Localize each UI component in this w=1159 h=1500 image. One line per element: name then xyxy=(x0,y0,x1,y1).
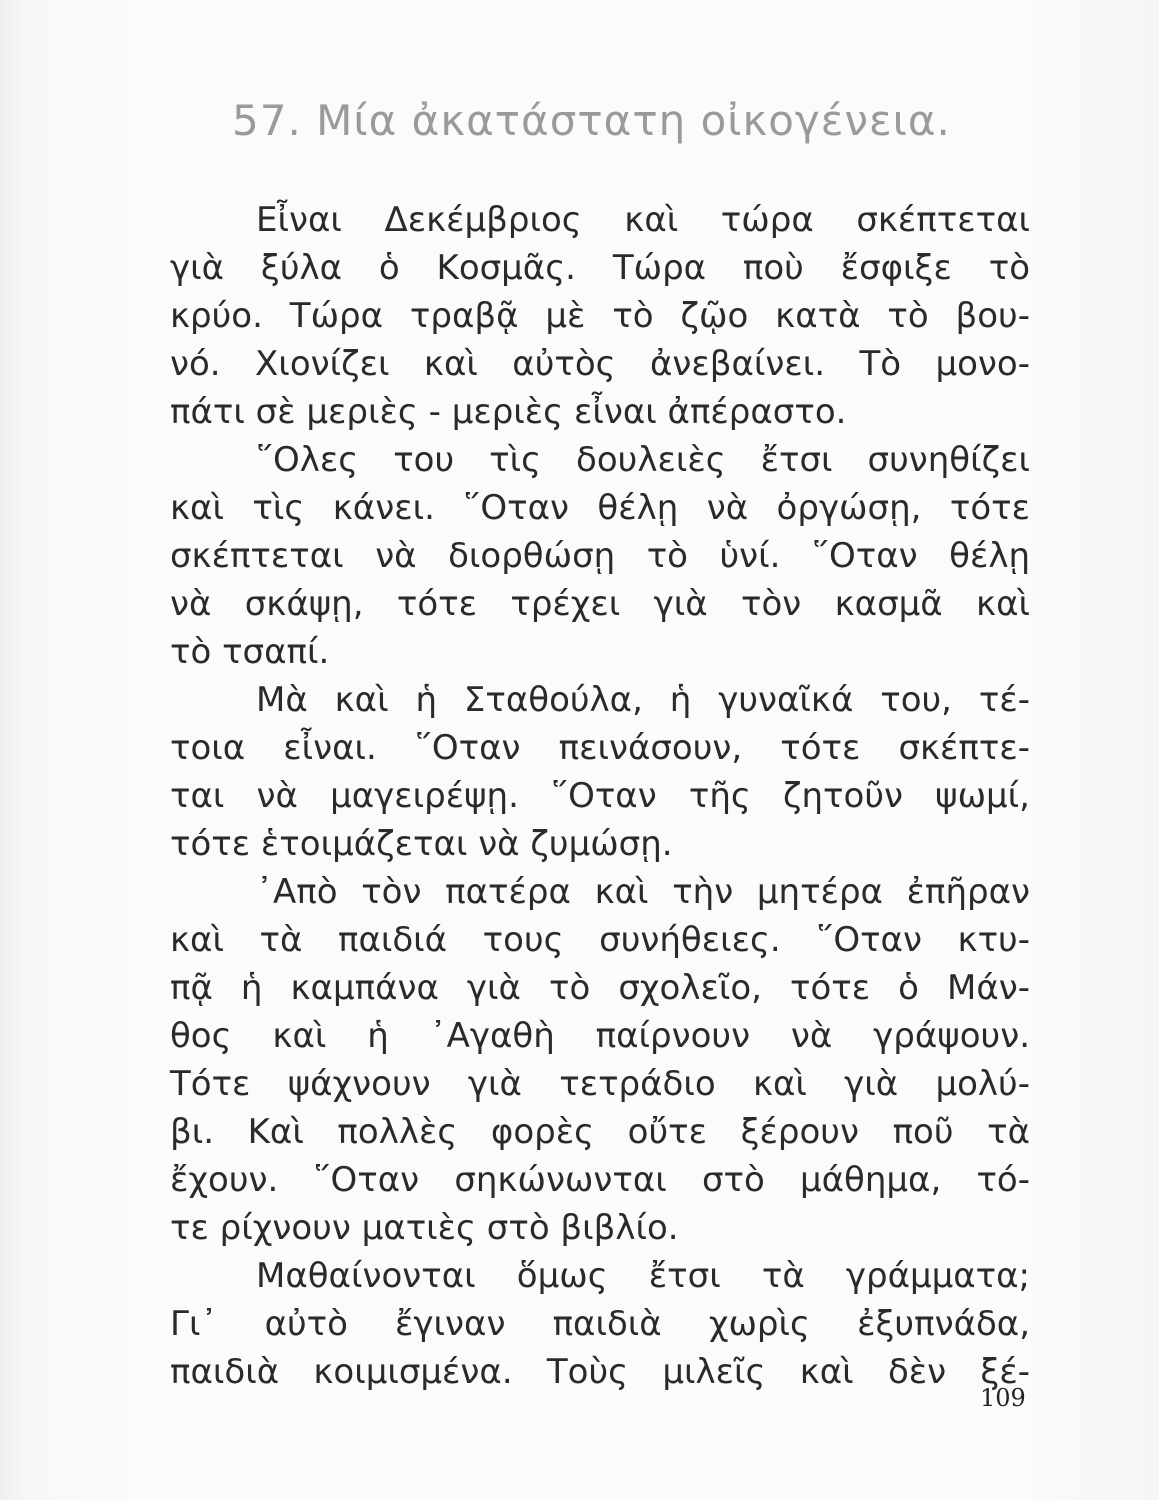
text-line: θος καὶ ἡ ᾿Αγαθὴ παίρνουν νὰ γράψουν. xyxy=(170,1016,1030,1056)
text-line: καὶ τὶς κάνει. ῞Οταν θέλῃ νὰ ὀργώσῃ, τότε xyxy=(170,488,1030,528)
text-line: ται νὰ μαγειρέψῃ. ῞Οταν τῆς ζητοῦν ψωμί, xyxy=(170,776,1030,816)
chapter-title: 57. Μία ἀκατάστατη οἰκογένεια. xyxy=(232,96,951,145)
text-line: νό. Χιονίζει καὶ αὐτὸς ἀνεβαίνει. Τὸ μονο- xyxy=(170,344,1030,384)
text-line: γιὰ ξύλα ὁ Κοσμᾶς. Τώρα ποὺ ἔσφιξε τὸ xyxy=(170,248,1030,288)
text-line: σκέπτεται νὰ διορθώσῃ τὸ ὑνί. ῞Οταν θέλῃ xyxy=(170,536,1030,576)
paragraph xyxy=(170,436,1030,676)
text-line: Γι᾿ αὐτὸ ἔγιναν παιδιὰ χωρὶς ἐξυπνάδα, xyxy=(170,1304,1030,1344)
paragraph xyxy=(170,676,1030,868)
text-line: καὶ τὰ παιδιά τους συνήθειες. ῞Οταν κτυ- xyxy=(170,920,1030,960)
paragraph xyxy=(170,196,1030,436)
text-line: κρύο. Τώρα τραβᾷ μὲ τὸ ζῷο κατὰ τὸ βου- xyxy=(170,296,1030,336)
text-line: Μὰ καὶ ἡ Σταθούλα, ἡ γυναῖκά του, τέ- xyxy=(256,680,1030,720)
text-line: πάτι σὲ μεριὲς - μεριὲς εἶναι ἀπέραστο. xyxy=(170,392,847,432)
paragraph xyxy=(170,1252,1030,1396)
text-line: ἔχουν. ῞Οταν σηκώνωνται στὸ μάθημα, τό- xyxy=(170,1160,1030,1200)
text-line: βι. Καὶ πολλὲς φορὲς οὔτε ξέρουν ποῦ τὰ xyxy=(170,1112,1030,1152)
text-line: ᾿Απὸ τὸν πατέρα καὶ τὴν μητέρα ἐπῆραν xyxy=(256,872,1030,912)
text-line: Μαθαίνονται ὅμως ἔτσι τὰ γράμματα; xyxy=(256,1256,1030,1296)
text-line: νὰ σκάψῃ, τότε τρέχει γιὰ τὸν κασμᾶ καὶ xyxy=(170,584,1030,624)
text-line: Εἶναι Δεκέμβριος καὶ τώρα σκέπτεται xyxy=(256,200,1030,240)
body-text xyxy=(170,196,1030,1396)
text-line: τότε ἑτοιμάζεται νὰ ζυμώσῃ. xyxy=(170,824,673,864)
page-number: 109 xyxy=(980,1384,1026,1412)
text-line: πᾷ ἡ καμπάνα γιὰ τὸ σχολεῖο, τότε ὁ Μάν- xyxy=(170,968,1030,1008)
text-line: παιδιὰ κοιμισμένα. Τοὺς μιλεῖς καὶ δὲν ξέ- xyxy=(170,1352,1030,1392)
text-line: τοια εἶναι. ῞Οταν πεινάσουν, τότε σκέπτε- xyxy=(170,728,1030,768)
text-line: ῞Ολες του τὶς δουλειὲς ἔτσι συνηθίζει xyxy=(256,440,1030,480)
text-line: τὸ τσαπί. xyxy=(170,632,330,672)
paragraph xyxy=(170,868,1030,1252)
text-line: Τότε ψάχνουν γιὰ τετράδιο καὶ γιὰ μολύ- xyxy=(170,1064,1030,1104)
text-line: τε ρίχνουν ματιὲς στὸ βιβλίο. xyxy=(170,1208,679,1248)
